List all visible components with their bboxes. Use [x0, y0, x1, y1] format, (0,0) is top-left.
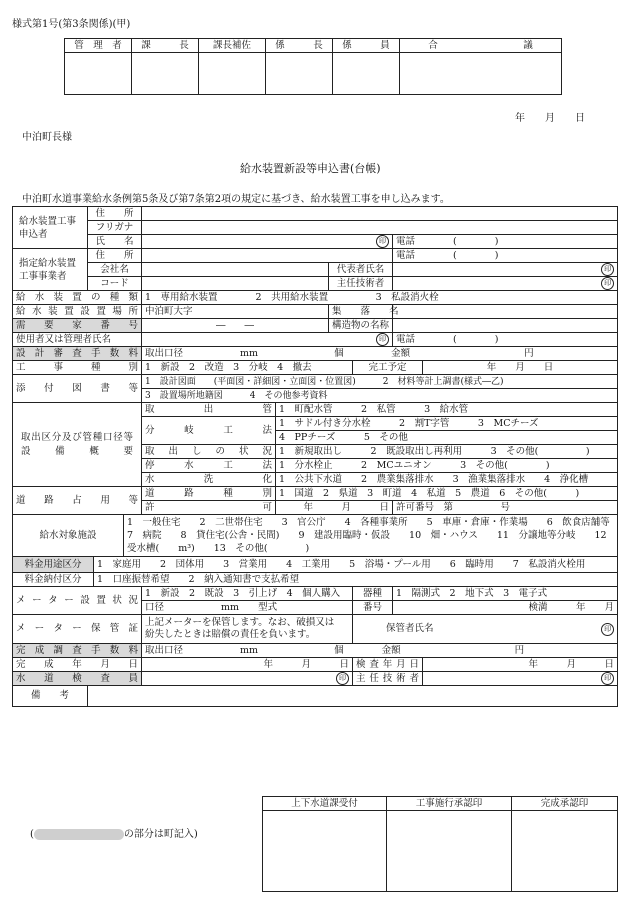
branch-row-name: 停水工法: [142, 459, 276, 473]
date-line: 年 月 日: [515, 113, 585, 124]
mm-unit: mm: [240, 347, 259, 359]
customer-no-field[interactable]: ― ―: [142, 319, 329, 333]
stamp-box[interactable]: [263, 811, 387, 892]
branch-row-name: 分岐工法: [142, 417, 276, 445]
approval-header: 課 長: [132, 39, 199, 53]
building-field[interactable]: [393, 319, 618, 333]
completion-date-label: 完成年月日: [13, 658, 142, 672]
inspect-date-field[interactable]: 年 月 日: [423, 658, 618, 672]
inspector-field[interactable]: [142, 672, 353, 686]
approval-cell[interactable]: [266, 53, 333, 95]
settlement-label: 集 落 名: [329, 305, 393, 319]
meter-keep-label: メーター保管証: [13, 615, 142, 644]
meter-device-options[interactable]: 1 隔測式 2 地下式 3 電子式: [393, 587, 618, 601]
branch-row-value[interactable]: 1 新規取出し 2 既設取出し再利用 3 その他( ): [276, 445, 618, 459]
approval-cell[interactable]: [199, 53, 266, 95]
rep-field[interactable]: [393, 263, 618, 277]
phone-parens: ( ): [453, 333, 499, 345]
permit-no[interactable]: 許可番号 第 号: [393, 501, 618, 515]
completion-fee-field[interactable]: [142, 644, 618, 658]
stamp-header: 工事施行承認印: [387, 797, 512, 811]
facility-label: 給水対象施設: [13, 515, 124, 556]
chief-tech-field[interactable]: [423, 672, 618, 686]
remarks-field[interactable]: [88, 686, 618, 707]
keep-text-1: 上記メーターを保管します。なお、破損又は: [145, 617, 335, 628]
fee-use-options[interactable]: 1 家庭用 2 団体用 3 営業用 4 工業用 5 浴場・プール用 6 臨時用 7 私設消火栓用: [97, 559, 586, 570]
meter-device-label: 器種: [353, 587, 393, 601]
keep-text-2: 紛失したときは賠償の責任を負います。: [145, 629, 316, 640]
form-number: 様式第1号(第3条関係)(甲): [12, 19, 131, 30]
design-fee-label: 設計審査手数料: [13, 347, 142, 361]
fee-pay-row: [13, 573, 618, 587]
applicant-address-label: 住 所: [88, 207, 142, 221]
applicant-address-field[interactable]: [142, 207, 618, 221]
user-field[interactable]: [142, 333, 393, 347]
permit-label: 許 可: [142, 501, 276, 515]
pipe-label: 取出口径: [145, 644, 184, 656]
mm-unit: mm: [221, 601, 240, 613]
seal-icon: 印: [601, 672, 614, 685]
completion-date-field[interactable]: 年 月 日: [142, 658, 353, 672]
stamp-header: 完成承認印: [512, 797, 618, 811]
approval-cell[interactable]: [333, 53, 400, 95]
fee-pay-label: 料金納付区分: [13, 573, 94, 586]
contractor-phone[interactable]: [393, 249, 618, 263]
fee-use-label: 料金用途区分: [13, 557, 94, 572]
yen-unit: 円: [524, 347, 534, 359]
keeper-field[interactable]: [353, 615, 618, 644]
phone-parens: ( ): [453, 235, 499, 247]
stamp-header: 上下水道課受付: [263, 797, 387, 811]
amount-label: 金額: [391, 347, 411, 359]
yen-unit: 円: [514, 644, 525, 656]
applicant-furigana-field[interactable]: [142, 221, 618, 235]
customer-no-label: 需要家番号: [13, 319, 142, 333]
branch-row-value2[interactable]: 4 PPチーズ 5 その他: [276, 431, 618, 445]
approval-header: 係 長: [266, 39, 333, 53]
attachments-line1[interactable]: 1 設計図面 (平面図・詳細図・立面図・位置図) 2 材料等計上調書(様式―乙): [142, 375, 618, 389]
location-field[interactable]: 中泊町大字: [142, 305, 329, 319]
rep-label: 代表者氏名: [329, 263, 393, 277]
pipe-label: 取出口径: [145, 347, 184, 359]
footnote-open-paren: (: [30, 829, 34, 840]
meter-expiry[interactable]: [393, 601, 618, 615]
expiry-value: 年 月: [576, 601, 615, 613]
seal-icon: 印: [601, 277, 614, 290]
inspect-label: 検査年月日: [353, 658, 423, 672]
applicant-name-field[interactable]: [142, 235, 393, 249]
remarks-label: 備 考: [13, 686, 88, 707]
branch-row-name: 取出しの状況: [142, 445, 276, 459]
branch-row-value[interactable]: 1 公共下水道 2 農業集落排水 3 漁業集落排水 4 浄化槽: [276, 473, 618, 487]
stamp-box[interactable]: [512, 811, 618, 892]
inspector-label: 水道検査員: [13, 672, 142, 686]
branch-row-name: 水洗化: [142, 473, 276, 487]
applicant-phone[interactable]: [393, 235, 618, 249]
applicant-name-label: 氏 名: [88, 235, 142, 249]
company-field[interactable]: [142, 263, 329, 277]
seal-icon: 印: [601, 263, 614, 276]
permit-date[interactable]: 年 月 日: [276, 501, 393, 515]
applicant-furigana-label: フリガナ: [88, 221, 142, 235]
approval-cell[interactable]: [132, 53, 199, 95]
company-label: 会社名: [88, 263, 142, 277]
chief-field[interactable]: [393, 277, 618, 291]
device-type-label: 給水装置の種類: [13, 291, 142, 305]
keeper-label: 保管者氏名: [386, 622, 434, 634]
seal-icon: 印: [336, 672, 349, 685]
road-kind-label: 道路種別: [142, 487, 276, 501]
expiry-label: 検満: [528, 601, 548, 613]
count-unit: 個: [334, 347, 344, 359]
main-form-table: [12, 206, 629, 707]
fee-pay-options[interactable]: 1 口座振替希望 2 納入通知書で支払希望: [97, 574, 300, 585]
form-title: 給水装置新設等申込書(台帳): [240, 162, 381, 175]
phone-label: 電話: [396, 235, 416, 247]
attachments-label: 添付図書等: [13, 375, 142, 403]
mm-unit: mm: [240, 644, 259, 656]
approval-cell[interactable]: [400, 53, 562, 95]
footnote: [30, 825, 198, 840]
attachments-line2[interactable]: 3 設置場所地籍図 4 その他参考資料: [142, 389, 618, 403]
contractor-address-label: 住 所: [88, 249, 142, 263]
code-field[interactable]: [142, 277, 329, 291]
design-fee-field[interactable]: [142, 347, 618, 361]
device-type-options[interactable]: 1 専用給水装置 2 共用給水装置 3 私設消火栓: [142, 291, 618, 305]
contractor-address-field[interactable]: [142, 249, 393, 263]
meter-options[interactable]: 1 新設 2 既設 3 引上げ 4 個人購入: [142, 587, 353, 601]
meter-number-label: 番号: [353, 601, 393, 615]
size-label: 口径: [145, 601, 165, 613]
seal-icon: 印: [601, 623, 614, 636]
user-phone[interactable]: [393, 333, 618, 347]
approval-header: 課長補佐: [199, 39, 266, 53]
code-label: コード: [88, 277, 142, 291]
phone-label: 電話: [396, 333, 416, 345]
phone-label: 電話: [396, 249, 416, 261]
branch-row-value[interactable]: 1 分水栓止 2 MCユニオン 3 その他( ): [276, 459, 618, 473]
facility-options[interactable]: 1 一般住宅 2 二世帯住宅 3 官公庁 4 各種事業所 5 車庫・倉庫・作業場 6 飲食店舗等 7 病院 8 貸住宅(公舎・民間) 9 建設用臨時・仮設 10 畑・ハウス 11 分譲地等分岐 12 受水槽( m³) 13 その他( ): [127, 517, 629, 554]
meter-keep-text: [142, 615, 353, 644]
shaded-sample: [34, 829, 124, 840]
branch-label: 取出区分及び管種口径等設備概要: [13, 403, 142, 487]
planned-date[interactable]: 年 月 日: [423, 361, 618, 375]
amount-label: 金額: [381, 644, 401, 656]
planned-label: 完工予定: [353, 361, 423, 375]
location-label: 給水装置設置場所: [13, 305, 142, 319]
addressee: 中泊町長様: [22, 132, 72, 143]
branch-row-value[interactable]: 1 町配水管 2 私管 3 給水管: [276, 403, 618, 417]
intro-text: 中泊町水道事業給水条例第5条及び第7条第2項の規定に基づき、給水装置工事を申し込みます。: [22, 194, 450, 205]
work-type-options[interactable]: 1 新設 2 改造 3 分岐 4 撤去: [142, 361, 353, 375]
stamp-box[interactable]: [387, 811, 512, 892]
branch-row-name: 取出管: [142, 403, 276, 417]
fee-use-row: [13, 557, 618, 573]
seal-icon: 印: [376, 235, 389, 248]
chief-tech-label: 主任技術者: [353, 672, 423, 686]
approval-header: 係 員: [333, 39, 400, 53]
facility-row: [13, 515, 629, 557]
stamp-table: [262, 796, 618, 892]
count-unit: 個: [334, 644, 344, 656]
branch-row-value[interactable]: 1 サドル付き分水栓 2 割T字管 3 MCチーズ: [276, 417, 618, 431]
meter-size-field[interactable]: [142, 601, 353, 615]
meter-label: メーター設置状況: [13, 587, 142, 615]
seal-icon: 印: [376, 333, 389, 346]
approval-cell[interactable]: [65, 53, 132, 95]
contractor-label: 指定給水装置工事事業者: [13, 249, 88, 291]
user-label: 使用者又は管理者氏名: [13, 333, 142, 347]
applicant-label: 給水装置工事申込者: [13, 207, 88, 249]
road-kind-options[interactable]: 1 国道 2 県道 3 町道 4 私道 5 農道 6 その他( ): [276, 487, 618, 501]
chief-label: 主任技術者: [329, 277, 393, 291]
road-label: 道路占用等: [13, 487, 142, 515]
footnote-text: の部分は町記入): [123, 829, 198, 840]
completion-fee-label: 完成調査手数料: [13, 644, 142, 658]
building-label: 構造物の名称: [329, 319, 393, 333]
approval-table: [64, 38, 562, 95]
approval-header: 管 理 者: [65, 39, 132, 53]
phone-parens: ( ): [453, 249, 499, 261]
settlement-field[interactable]: [393, 305, 618, 319]
approval-header: 合 議: [400, 39, 562, 53]
model-label: 型式: [258, 601, 278, 613]
work-type-label: 工事種別: [13, 361, 142, 375]
